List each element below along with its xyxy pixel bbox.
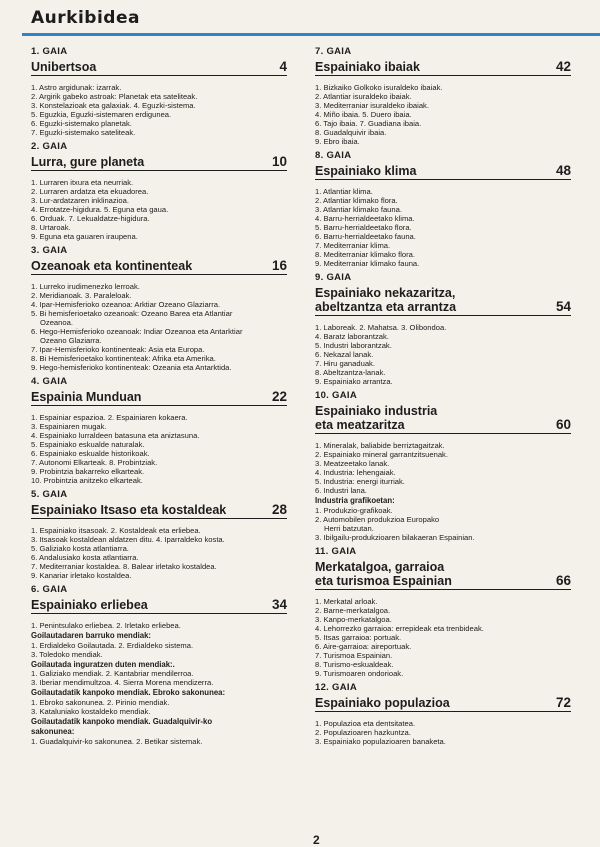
- topic-item: 4. Miño ibaia. 5. Duero ibaia.: [315, 110, 412, 119]
- topic-item: 8. Mediterraniar klimako flora.: [315, 250, 416, 259]
- chapter-heading: [315, 696, 571, 712]
- topic-item: 1. Populazioa eta dentsitatea.: [315, 718, 416, 728]
- chapter-title: Espainiako industria: [315, 404, 438, 418]
- chapter-topic-list: [315, 441, 571, 542]
- chapter-title: Espainiako klima: [315, 164, 417, 178]
- topic-item: 1. Bizkaiko Golkoko isuraldeko ibaiak.: [315, 83, 443, 92]
- chapter-heading: [31, 503, 287, 519]
- chapter-topic-list: [315, 323, 571, 386]
- topic-item: 1. Erdialdeko Goilautada. 2. Erdialdeko sistema.: [31, 640, 194, 650]
- topic-item: 1. Produkzio-grafikoak.: [315, 505, 393, 515]
- topic-item: 2. Meridianoak. 3. Paraleloak.: [31, 291, 132, 300]
- topic-item: Herri batzutan.: [324, 523, 374, 533]
- chapter-topic-list: [315, 597, 571, 678]
- chapter-number: 12. GAIA: [315, 681, 357, 693]
- topic-item: 7. Mediterraniar kostaldea. 8. Balear irletako kostaldea.: [31, 562, 217, 571]
- topic-item: 5. Industria: energi iturriak.: [315, 477, 405, 486]
- topic-item: 1. Espainiako itsasoak. 2. Kostaldeak eta erliebea.: [31, 526, 201, 535]
- chapter-topic-list: [31, 282, 287, 372]
- topic-item: 3. Lur-ardatzaren inklinazioa.: [31, 196, 129, 205]
- chapter-title-line2: eta meatzaritza: [315, 418, 405, 432]
- chapter-number: 1. GAIA: [31, 46, 68, 57]
- chapter-number: 9. GAIA: [315, 272, 352, 283]
- chapter-title-block: [31, 259, 192, 273]
- topic-item: 6. Industri lana.: [315, 486, 367, 495]
- chapter-title: Espainiako populazioa: [315, 695, 450, 710]
- chapter-title-block: [315, 164, 416, 178]
- topic-item: 2. Atlantiar isuraldeko ibaiak.: [315, 92, 412, 101]
- chapter-page-number: 48: [555, 163, 571, 178]
- chapter-title-block: [315, 560, 452, 588]
- left-column: [31, 42, 287, 746]
- chapter-number: 2. GAIA: [31, 141, 68, 152]
- topic-item: 1. Lurreko irudimenezko lerroak.: [31, 282, 140, 291]
- topic-item: 7. Hiru ganaduak.: [315, 359, 375, 368]
- chapter-page-number: 60: [555, 417, 571, 432]
- chapter-page-number: 66: [555, 572, 571, 588]
- chapter-title-block: [315, 286, 456, 314]
- topic-item: 4. Baratz laborantzak.: [315, 332, 389, 341]
- chapter-page-number: 22: [271, 389, 287, 404]
- chapter-entry: [31, 489, 287, 580]
- chapter-topic-list: [31, 178, 287, 241]
- topic-item: 3. Atlantiar klimako fauna.: [315, 205, 402, 214]
- chapter-title: Merkatalgoa, garraioa: [315, 559, 445, 574]
- topic-item: 2. Automobilen produkzioa Europako: [315, 514, 440, 524]
- topic-item: 1. Lurraren itxura eta neurriak.: [31, 178, 134, 187]
- chapter-page-number: 42: [555, 59, 571, 74]
- header-rule: [22, 33, 600, 36]
- subsection-heading: Goilautada inguratzen duten mendiak:.: [31, 659, 175, 669]
- chapter-number: 8. GAIA: [315, 150, 352, 161]
- topic-item: 2. Populazioaren hazkuntza.: [315, 727, 411, 737]
- topic-item: 3. Kanpo-merkatalgoa.: [315, 614, 392, 624]
- topic-item: 2. Espainiako mineral garrantzitsuenak.: [315, 450, 448, 459]
- chapter-heading: [31, 390, 287, 406]
- chapter-topic-list: [315, 719, 571, 746]
- topic-item: 1. Mineralak, baliabide berriztagaitzak.: [315, 441, 445, 450]
- chapter-entry: [315, 46, 571, 146]
- chapter-title: Ozeanoak eta kontinenteak: [31, 259, 193, 273]
- topic-item: 10. Probintzia anitzeko elkarteak.: [31, 476, 143, 485]
- chapter-entry: [315, 272, 571, 386]
- topic-item: 5. Galiziako kosta atlantiarra.: [31, 544, 129, 553]
- topic-item: Ozeanoa.: [40, 318, 73, 327]
- topic-item: 9. Mediterraniar klimako fauna.: [315, 259, 420, 268]
- chapter-title-block: [31, 503, 226, 517]
- chapter-heading: [31, 259, 287, 275]
- chapter-page-number: 34: [271, 597, 287, 612]
- chapter-entry: [31, 141, 287, 241]
- topic-item: 3. Espainiaren mugak.: [31, 422, 107, 431]
- topic-item: 6. Aire-garraioa: aireportuak.: [315, 641, 412, 651]
- chapter-page-number: 54: [555, 299, 571, 314]
- chapter-entry: [315, 682, 571, 746]
- chapter-topic-list: [31, 526, 287, 580]
- chapter-topic-list: [31, 83, 287, 137]
- topic-item: 6. Nekazal lanak.: [315, 350, 374, 359]
- topic-item: 3. Ibilgailu-produkzioaren bilakaeran Espainian.: [315, 532, 475, 542]
- chapter-title-block: [315, 60, 420, 74]
- topic-item: 3. Kataluniako kostaldeko mendiak.: [31, 706, 151, 716]
- topic-item: 5. Itsas garraioa: portuak.: [315, 632, 402, 642]
- chapter-topic-list: [315, 187, 571, 268]
- chapter-entry: [315, 150, 571, 268]
- chapter-title: Espainiako ibaiak: [315, 60, 420, 74]
- topic-item: 3. Iberiar mendimultzoa. 4. Sierra Morena mendizerra.: [31, 678, 214, 687]
- topic-item: 3. Konstelazioak eta galaxiak. 4. Eguzki-sistema.: [31, 101, 196, 110]
- chapter-title: Espainia Munduan: [31, 390, 142, 404]
- topic-item: 2. Argirik gabeko astroak: Planetak eta sateliteak.: [31, 92, 198, 101]
- subsection-heading: Industria grafikoetan:: [315, 496, 395, 505]
- topic-item: 1. Laboreak. 2. Mahatsa. 3. Olibondoa.: [315, 323, 447, 332]
- topic-item: 4. Espainiako lurraldeen batasuna eta aniztasuna.: [31, 431, 200, 440]
- chapter-title: Lurra, gure planeta: [31, 155, 145, 169]
- topic-item: 9. Hego-hemisferioko kontinenteak: Ozeania eta Antarktida.: [31, 363, 232, 372]
- topic-item: 8. Guadalquivir ibaia.: [315, 128, 387, 137]
- topic-item: 6. Orduak. 7. Lekualdatze-higidura.: [31, 214, 150, 223]
- topic-item: 7. Eguzki-sistemako sateliteak.: [31, 128, 136, 137]
- topic-item: 5. Eguzkia, Eguzki-sistemaren erdigunea.: [31, 110, 172, 119]
- chapter-topic-list: [315, 83, 571, 146]
- topic-item: 6. Tajo ibaia. 7. Guadiana ibaia.: [315, 119, 422, 128]
- subsection-heading: Goilautadatik kanpoko mendiak. Guadalquivir-ko: [31, 716, 213, 726]
- chapter-page-number: 16: [271, 258, 287, 273]
- chapter-number: 5. GAIA: [31, 489, 68, 500]
- topic-item: 3. Toledoko mendiak.: [31, 649, 103, 659]
- chapter-entry: [31, 584, 287, 746]
- subsection-heading: Goilautadatik kanpoko mendiak. Ebroko sakonunea:: [31, 688, 226, 697]
- topic-item: 1. Guadalquivir-ko sakonunea. 2. Betikar sistemak.: [31, 736, 203, 746]
- topic-item: 1. Atlantiar klima.: [315, 187, 373, 196]
- topic-item: 3. Itsasoak kostaldean aldatzen ditu. 4. Iparraldeko kosta.: [31, 535, 225, 544]
- chapter-heading: [31, 155, 287, 171]
- right-column: [315, 42, 571, 746]
- chapter-entry: [315, 390, 571, 542]
- chapter-entry: [31, 376, 287, 485]
- chapter-heading: [315, 560, 571, 590]
- topic-item: 7. Ipar-Hemisferioko kontinenteak: Asia eta Europa.: [31, 345, 205, 354]
- chapter-number: 3. GAIA: [31, 245, 68, 256]
- subsection-heading-line2: sakonunea:: [31, 727, 75, 736]
- subsection-heading: Goilautadaren barruko mendiak:: [31, 631, 152, 640]
- topic-item: 9. Espainiako arrantza.: [315, 377, 393, 386]
- chapter-page-number: 4: [279, 59, 287, 74]
- chapter-heading: [315, 286, 571, 316]
- chapter-title-block: [31, 60, 96, 74]
- topic-item: 9. Eguna eta gauaren iraupena.: [31, 232, 138, 241]
- chapter-title-block: [31, 390, 141, 404]
- chapter-title-block: [31, 155, 144, 169]
- chapter-topic-list: [31, 413, 287, 485]
- topic-item: 7. Autonomi Elkarteak. 8. Probintziak.: [31, 458, 158, 467]
- chapter-title: Espainiako Itsaso eta kostaldeak: [31, 503, 227, 517]
- topic-item: 4. Industria: lehengaiak.: [315, 468, 396, 477]
- page-number: 2: [313, 833, 320, 847]
- topic-item: 3. Espainiako populazioaren banaketa.: [315, 736, 446, 746]
- topic-item: 9. Probintzia bakarreko elkarteak.: [31, 467, 145, 476]
- chapter-title-block: [31, 598, 148, 612]
- chapter-title-line2: eta turismoa Espainian: [315, 573, 452, 588]
- topic-item: 8. Turismo-eskualdeak.: [315, 659, 394, 669]
- topic-item: 5. Industri laborantzak.: [315, 341, 392, 350]
- topic-item: 1. Ebroko sakonunea. 2. Pirinio mendiak.: [31, 697, 170, 707]
- chapter-heading: [315, 60, 571, 76]
- topic-item: 1. Astro argidunak: izarrak.: [31, 83, 122, 92]
- chapter-heading: [31, 60, 287, 76]
- topic-item: 9. Turismoaren ondorioak.: [315, 668, 404, 678]
- topic-item: 1. Galiziako mendiak. 2. Kantabriar mendilerroa.: [31, 669, 194, 678]
- chapter-title: Espainiako nekazaritza,: [315, 286, 456, 300]
- topic-item: 8. Urtaroak.: [31, 223, 71, 232]
- topic-item: 4. Ipar-Hemisferioko ozeanoa: Arktiar Ozeano Glaziarra.: [31, 300, 221, 309]
- topic-item: 1. Merkatal arloak.: [315, 596, 378, 606]
- chapter-number: 10. GAIA: [315, 390, 357, 401]
- topic-item: 8. Abeltzantza-lanak.: [315, 368, 386, 377]
- topic-item: 8. Bi Hemisferioetako kontinenteak: Afrika eta Amerika.: [31, 354, 216, 363]
- chapter-number: 11. GAIA: [315, 545, 357, 557]
- topic-item: 9. Kanariar irletako kostaldea.: [31, 571, 132, 580]
- chapter-entry: [31, 46, 287, 137]
- chapter-title: Unibertsoa: [31, 60, 97, 74]
- topic-item: 2. Lurraren ardatza eta ekuadorea.: [31, 187, 149, 196]
- chapter-page-number: 28: [271, 502, 287, 517]
- chapter-heading: [315, 164, 571, 180]
- topic-item: Ozeano Glaziarra.: [40, 336, 102, 345]
- chapter-title-block: [315, 404, 437, 432]
- chapter-number: 4. GAIA: [31, 376, 68, 387]
- chapter-topic-list: [31, 621, 287, 746]
- chapter-entry: [315, 546, 571, 678]
- topic-item: 6. Barru-herrialdeetako fauna.: [315, 232, 416, 241]
- chapter-page-number: 72: [555, 694, 571, 710]
- chapter-number: 7. GAIA: [315, 46, 352, 57]
- topic-item: 7. Turismoa Espainian.: [315, 650, 393, 660]
- topic-item: 6. Espainiako eskualde historikoak.: [31, 449, 150, 458]
- chapter-title-line2: abeltzantza eta arrantza: [315, 300, 457, 314]
- chapter-title: Espainiako erliebea: [31, 598, 148, 612]
- topic-item: 5. Espainiako eskualde naturalak.: [31, 440, 145, 449]
- topic-item: 5. Barru-herrialdeetako flora.: [315, 223, 412, 232]
- chapter-entry: [31, 245, 287, 372]
- topic-item: 1. Espainiar espazioa. 2. Espainiaren kokaera.: [31, 413, 188, 422]
- topic-item: 3. Mediterraniar isuraldeko ibaiak.: [315, 101, 429, 110]
- topic-item: 5. Bi hemisferioetako ozeanoak: Ozeano Barea eta Atlantiar: [31, 309, 233, 318]
- topic-item: 2. Barne-merkatalgoa.: [315, 605, 391, 615]
- topic-item: 4. Barru-herrialdeetako klima.: [315, 214, 415, 223]
- topic-item: 4. Errotatze-higidura. 5. Eguna eta gaua.: [31, 205, 169, 214]
- chapter-page-number: 10: [271, 154, 287, 169]
- chapter-number: 6. GAIA: [31, 584, 68, 595]
- chapter-title-block: [315, 696, 450, 710]
- topic-item: 6. Andalusiako kosta atlantiarra.: [31, 553, 139, 562]
- topic-item: 3. Meatzeetako lanak.: [315, 459, 390, 468]
- topic-item: 9. Ebro ibaia.: [315, 137, 360, 146]
- chapter-heading: [315, 404, 571, 434]
- topic-item: 6. Eguzki-sistemako planetak.: [31, 119, 132, 128]
- topic-item: 1. Penintsulako erliebea. 2. Irletako erliebea.: [31, 621, 181, 630]
- topic-item: 6. Hego-Hemisferioko ozeanoak: Indiar Ozeanoa eta Antarktiar: [31, 327, 243, 336]
- page-title: Aurkibidea: [31, 8, 140, 28]
- chapter-heading: [31, 598, 287, 614]
- topic-item: 7. Mediterraniar klima.: [315, 241, 391, 250]
- topic-item: 2. Atlantiar klimako flora.: [315, 196, 398, 205]
- topic-item: 4. Lehorrezko garraioa: errepideak eta trenbideak.: [315, 623, 484, 633]
